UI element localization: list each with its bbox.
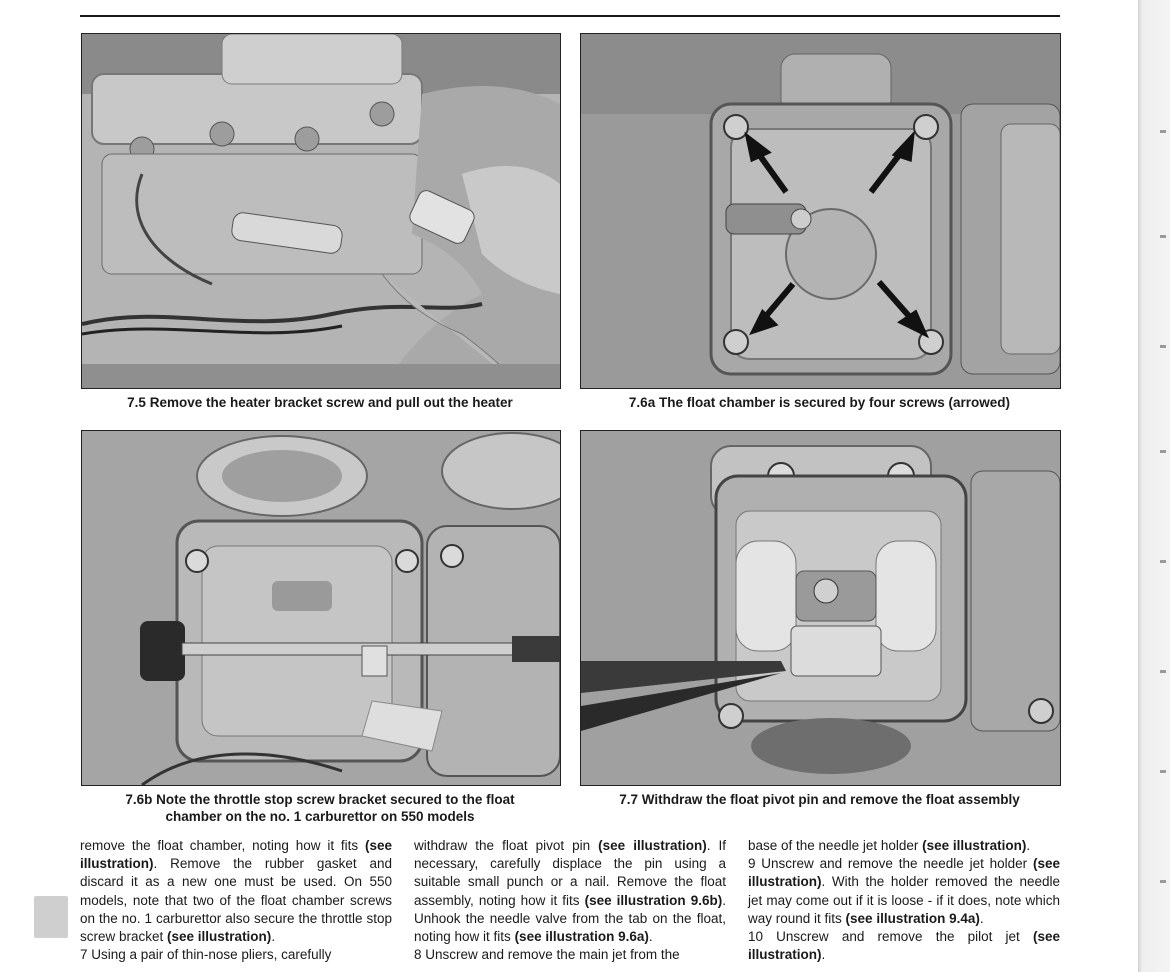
- body-text-segment: . With the holder removed the needle jet may come out if it is loose - if it does, note which way round it fits: [748, 874, 1060, 926]
- margin-tick: [1160, 345, 1166, 348]
- body-text-segment: . If necessary, carefully displace the pin using a suitable small punch or a nail. Remove the float assembly, noting how it fits: [414, 838, 726, 908]
- caption-7-6a: 7.6a The float chamber is secured by four screws (arrowed): [628, 395, 1011, 410]
- body-text-segment: . Remove the rubber gasket and discard it as a new one must be used. On 550 models, note that two of the float chamber screws on the no. 1 carburettor also secure the throttle stop screw bracket: [80, 856, 392, 945]
- caption-7-6b-line1: 7.6b Note the throttle stop screw bracket secured to the float: [125, 792, 515, 807]
- margin-tick: [1160, 560, 1166, 563]
- illustration-reference: (see illustration 9.6a): [514, 929, 649, 945]
- body-text-segment: remove the float chamber, noting how it fits: [80, 838, 365, 853]
- illustration-reference: (see illustration): [922, 838, 1027, 853]
- body-paragraph: [414, 837, 726, 964]
- body-paragraph: [80, 837, 392, 964]
- caption-7-6b: [81, 791, 559, 825]
- margin-tick: [1160, 770, 1166, 773]
- body-text-segment: 9 Unscrew and remove the needle jet holder: [748, 856, 1033, 872]
- illustration-reference: (see illustration): [748, 929, 1060, 963]
- body-text-segment: .: [1026, 838, 1031, 853]
- body-paragraph: [748, 837, 1060, 964]
- body-text-segment: .: [821, 947, 826, 963]
- caption-7-6b-line2: chamber on the no. 1 carburettor on 550 models: [165, 809, 475, 824]
- photo-7-6a-float-chamber-screws: [580, 33, 1061, 389]
- caption-7-7: 7.7 Withdraw the float pivot pin and remove the float assembly: [619, 792, 1020, 807]
- illustration-reference: (see illustration 9.6b): [584, 892, 723, 908]
- body-text-segment: . Unhook the needle valve from the tab on the float, noting how it fits: [414, 892, 726, 945]
- body-text-segment: 10 Unscrew and remove the pilot jet: [748, 929, 1033, 945]
- body-text-segment: .: [271, 929, 276, 945]
- text-column-3: [748, 837, 1060, 964]
- text-column-2: [414, 837, 726, 964]
- photo-7-5-heater-removal: [81, 33, 561, 389]
- illustration-reference: (see illustration): [598, 838, 707, 853]
- body-text-segment: 7 Using a pair of thin-nose pliers, carefully: [80, 947, 332, 963]
- margin-tick: [1160, 670, 1166, 673]
- header-rule: [80, 15, 1060, 17]
- section-tab: [34, 896, 68, 938]
- photo-7-6b-throttle-stop-bracket: [81, 430, 561, 786]
- body-text-segment: .: [979, 910, 984, 926]
- margin-tick: [1160, 450, 1166, 453]
- body-text-segment: 8 Unscrew and remove the main jet from the: [414, 947, 680, 963]
- illustration-reference: (see illustration): [167, 929, 272, 945]
- margin-tick: [1160, 880, 1166, 883]
- caption-7-5: 7.5 Remove the heater bracket screw and pull out the heater: [127, 395, 513, 410]
- photo-7-7-float-pivot-pin: [580, 430, 1061, 786]
- illustration-reference: (see illustration 9.4a): [845, 910, 980, 926]
- text-column-1: [80, 837, 392, 964]
- illustration-reference: (see illustration): [80, 838, 392, 872]
- margin-tick: [1160, 130, 1166, 133]
- body-text-segment: withdraw the float pivot pin: [414, 838, 599, 853]
- margin-tick: [1160, 235, 1166, 238]
- page-gutter-shadow: [1138, 0, 1170, 972]
- body-text-segment: .: [648, 929, 653, 945]
- illustration-reference: (see illustration): [748, 856, 1060, 890]
- body-text-segment: base of the needle jet holder: [748, 838, 923, 853]
